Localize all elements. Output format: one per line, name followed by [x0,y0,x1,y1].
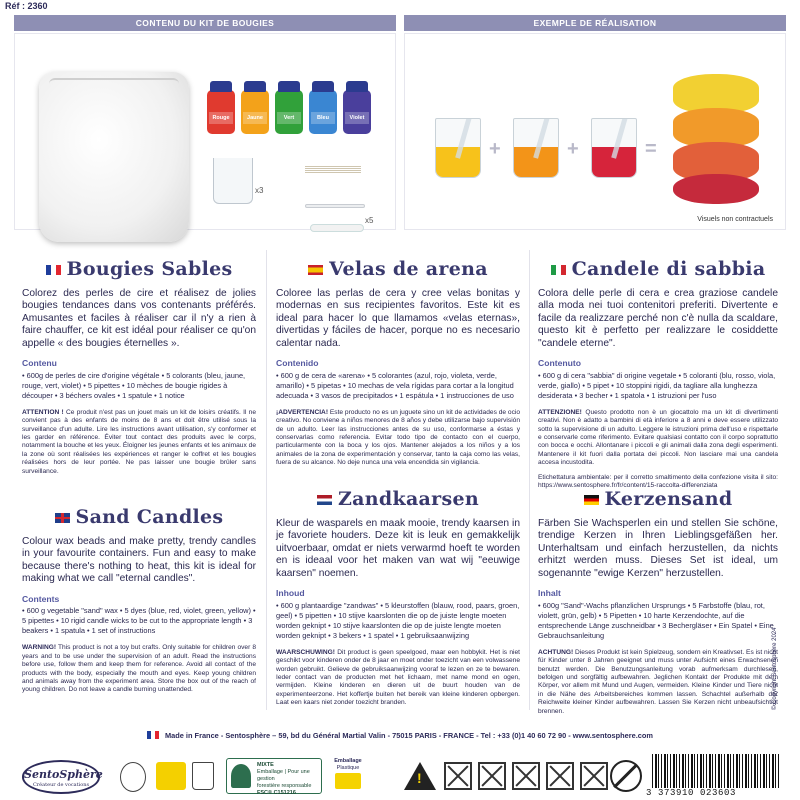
environmental-label: Etichettatura ambientale: per il corretto smaltimento della confezione visita il sito: https://www.sentosphere.fr/fr/content/15-raccolta-differenziata [538,473,778,490]
section-dutch [276,488,520,708]
column-divider-2 [529,250,530,710]
contents-list: • 600 g di cera "sabbia" di origine vegetale • 5 coloranti (blu, rosso, viola, verde, giallo) • 5 pipet • 10 stoppini rigidi, da tagliare alla lunghezza desiderata • 3 becher • 1 spatola • 1 istruzioni per l'uso [538,370,776,400]
flag-spain-icon [308,265,323,275]
fsc-label: MIXTE Emballage | Pour une gestion forestière responsable FSC® C151216 [226,758,322,794]
warning-text: WARNING! This product is not a toy but crafts. Only suitable for children over 8 years and to be use under the supervision of an adult. Read the instructions before use, follow them and keep them for reference. Avoid all contact of the products with the body, especially the mouth and eyes. Keep young children and animals away from the experiment area. Store the box out of the reach of young children. Do not leave a candle burning unattended. [22,644,256,694]
beakers-count: x3 [255,186,264,195]
section-title: Candele di sabbia [571,258,766,281]
visuels-notice: Visuels non contractuels [697,216,773,223]
warning-text: ACHTUNG! Dieses Produkt ist kein Spielzeug, sondern ein Kreativset. Es ist nicht für Kinder unter 8 Jahren geeignet und muss unter Aufsicht eines Erwachsenen benutzt werden. Die Benutzungsanleitung vorab aufmerksam durchlesen, befolgen und sorgfältig aufbewahren. Jeglichen Kontakt der Produkte mit dem Körper, vor allem mit Mund und Augen, vermeiden. Kleine Kinder und Tiere nicht in die Nähe des Arbeitsbereiches kommen lassen. Schachtel außerhalb der Reichweite kleiner Kinder aufbewahren. Lassen Sie Kerzen nicht unbeaufsichtigt brennen. [538,648,778,715]
contents-heading: Contenuto [538,358,581,369]
warning-triangle-icon [404,762,436,790]
product-banner [14,15,786,230]
dye-bottle-violet: Violet [343,90,371,134]
section-title: Zandkaarsen [338,488,479,511]
barcode-image [652,754,780,788]
glass-yellow-image [435,118,481,178]
column-divider-1 [266,250,267,710]
contents-list: • 600 g de cera de «arena» • 5 colorantes (azul, rojo, violeta, verde, amarillo) • 5 pipetas • 10 mechas de vela rígidas para cortar a la longitud adecuada • 3 vasos de precipitados • 1 espátula • 1 instrucciones de uso [276,370,514,400]
plus-sign-1: + [489,138,501,160]
dye-bottle-red: Rouge [207,90,235,134]
section-intro: Colour wax beads and make pretty, trendy candles in your favourite containers. Fun and easy to make because there's nothing to heat, this kit is ideal for making what we call "eternal candles". [22,536,256,585]
plastic-packaging-label: Emballage Plastique [330,758,366,794]
section-title: Bougies Sables [66,258,233,281]
warning-text: ¡ADVERTENCIA! Este producto no es un juguete sino un kit de actividades de ocio creativo. No conviene a niños menores de 8 años y debe utilizarse bajo supervisión de un adulto. Leer las instrucciones antes de su uso, conformarse a éstas y conservarlas como referencia. Evitar todo tipo de contacto con el cuerpo, particularmente con la boca y los ojos. Mantener alejados a los niños y a los animales de la zona de experimentación y conservar, tanto la caja como las velas, fuera de su alcance. No deje nunca una vela encendida sin vigilancia. [276,408,520,467]
equals-sign: = [645,138,657,160]
no-kitchen-use-icon [512,762,540,790]
section-intro: Colora delle perle di cera e crea graziose candele alla moda nei tuoi contenitori preferiti. Divertente e facile da realizzare perché non c'è nulla da scaldare, questo kit è perfetto per realizzare le cosiddette "candele eterne". [538,288,778,349]
pipettes-count: x5 [365,216,374,225]
finished-candle-image [673,74,759,204]
contents-heading: Contents [22,593,60,604]
reference-number: Réf : 2360 [5,1,48,11]
plus-sign-2: + [567,138,579,160]
contents-heading: Inhoud [276,588,305,599]
trash-bin-icon [192,762,214,790]
no-drinking-icon [478,762,506,790]
no-eating-icon [444,762,472,790]
contents-heading: Inhalt [538,588,561,599]
flag-germany-icon [584,495,599,505]
contents-list: • 600g de perles de cire d'origine végétale • 5 colorants (bleu, jaune, rouge, vert, violet) • 5 pipettes • 10 mèches de bougie rigides à découper • 3 béchers ovales • 1 spatule • 1 notice [22,370,246,400]
no-food-contact-icon [580,762,608,790]
flag-uk-icon [55,513,70,523]
age-warning-pictogram-icon [120,762,146,792]
warning-text: WAARSCHUWING! Dit product is geen speelgoed, maar een hobbykit. Het is niet geschikt voor kinderen onder de 8 jaar en moet onder toezicht van een volwassene worden gebruikt. Gelieve de gebruiksaanwijzing vooraf te lezen en ze te bewaren. Ieder contact van de producten met het lichaam, met name mond en ogen, vermijden. Kleine kinderen en dieren uit de buurt houden van de experimenteerzone. Het koffertje buiten het bereik van kleine kinderen opbergen. Laat een kaars niet zonder toezicht branden. [276,648,520,707]
flag-italy-icon [551,265,566,275]
section-title: Velas de arena [329,258,488,281]
contents-list: • 600 g plantaardige "zandwas" • 5 kleurstoffen (blauw, rood, paars, groen, geel) • 5 pipetten • 10 stijve kaarslonten die op de juiste lengte moeten worden geknipt • 10 stijve kaarslonten die op de juiste lengte moeten worden geknipt • 3 bekers • 1 spatel • 1 gebruiksaanwijzing [276,600,520,640]
not-for-children-icon [610,760,642,792]
section-english [22,506,256,695]
copyright-notice: © Copyright Sentosphère 2024 [772,627,778,710]
triman-recycling-icon [156,762,186,790]
spatula-image [305,204,365,208]
warning-text: ATTENZIONE! Questo prodotto non è un giocattolo ma un kit di divertimenti creativi. Non è adatto a bambini di età inferiore a 8 anni e deve essere utilizzato sotto la supervisione di un adulto. Leggere le istruzioni prima dell'uso e rispettarle e conservarle come riferimento. Evitare qualsiasi contatto con il corpo soprattutto con bocca e occhi. Allontanare i piccoli e gli animali dalla zona degli esperimenti. Mantenere il kit fuori dalla portata dei piccoli. Non lasciare mai una candela accesa incustodita. [538,408,778,467]
section-intro: Kleur de wasparels en maak mooie, trendy kaarsen in je favoriete houders. Deze kit is leuk en gemakkelijk uitvoerbaar, omdat er niets verwarmd hoeft te worden en is ideaal voor het maken van wat wij "eeuwige kaarsen" noemen. [276,518,520,579]
footer-icons [0,752,800,800]
barcode-number: 3 373910 023603 [646,788,737,798]
example-header: EXEMPLE DE RÉALISATION [404,15,786,31]
pipette-image [310,224,364,232]
flag-france-icon [46,265,61,275]
wax-bag-image [39,72,189,242]
section-intro: Färben Sie Wachsperlen ein und stellen Sie schöne, trendige Kerzen in Ihren Lieblingsgefäßen her. Unterhaltsam und einfach herzustellen, da nichts erhitzt werden muss. Dieses Set ist ideal, um sogenannte "ewige Kerzen" herzustellen. [538,518,778,579]
glass-orange-image [513,118,559,178]
section-title: Sand Candles [75,506,224,529]
dye-bottle-blue: Bleu [309,90,337,134]
fsc-tree-icon [231,764,251,788]
glass-red-image [591,118,637,178]
wicks-image [305,166,361,174]
section-german [538,488,778,716]
section-title: Kerzensand [604,488,733,511]
kit-contents-header: CONTENU DU KIT DE BOUGIES [14,15,396,31]
section-french [22,258,256,476]
no-dishwasher-icon [546,762,574,790]
contents-list: • 600g "Sand"-Wachs pflanzlichen Ursprungs • 5 Farbstoffe (blau, rot, violett, grün, gelb) • 5 Pipetten • 10 harte Kerzendochte, auf die entsprechende Länge zuschneidbar • 3 Bechergläser • Ein Spatel • Eine Gebrauchsanleitung [538,600,774,640]
example-panel [404,33,786,230]
contents-heading: Contenido [276,358,319,369]
section-intro: Coloree las perlas de cera y cree velas bonitas y modernas en sus recipientes favoritos. Este kit es ideal para hacer lo que llamamos «velas eternas», divertidas y fáciles de hacer, porque no es necesario calentar nada. [276,288,520,349]
company-address: Made in France - Sentosphère – 59, bd du Général Martial Valin - 75015 PARIS - FRANCE - Tel : +33 (0)1 40 60 72 90 - www.sentosphere.com [0,731,800,740]
flag-france-icon [147,731,159,739]
dye-bottle-green: Vert [275,90,303,134]
contents-list: • 600 g vegetable "sand" wax • 5 dyes (blue, red, violet, green, yellow) • 5 pipettes • 10 rigid candle wicks to be cut to the appropriate length • 3 beakers • 1 spatula • 1 set of instructions [22,606,256,636]
warning-text: ATTENTION ! Ce produit n'est pas un jouet mais un kit de loisirs créatifs. Il ne convient pas à des enfants de moins de 8 ans et doit être utilisé sous la surveillance d'un adulte. Lire les instructions avant utilisation, s'y conformer et les garder en référence. Éviter tout contact des produits avec le corps, notamment la bouche et les yeux. Éloigner les jeunes enfants et les animaux de la zone où sont réalisées les expériences et ranger le coffret et les bougies réalisées hors de leur portée. Ne pas laisser une bougie brûler sans surveillance. [22,408,256,475]
section-intro: Colorez des perles de cire et réalisez de jolies bougies tendances dans vos contenants préférés. Amusantes et faciles à réaliser car il n'y a rien à faire chauffer, ce kit est idéal pour réaliser ce qu'on appelle « des bougies éternelles ». [22,288,256,349]
sentosphere-logo: SentoSphère Créateur de vocations [22,760,100,794]
section-spanish [276,258,520,468]
flag-netherlands-icon [317,495,332,505]
contents-heading: Contenu [22,358,57,369]
dye-bottle-yellow: Jaune [241,90,269,134]
plastic-packaging-icon [335,773,361,789]
beaker-image [213,158,253,204]
section-italian [538,258,778,491]
kit-contents-panel [14,33,396,230]
